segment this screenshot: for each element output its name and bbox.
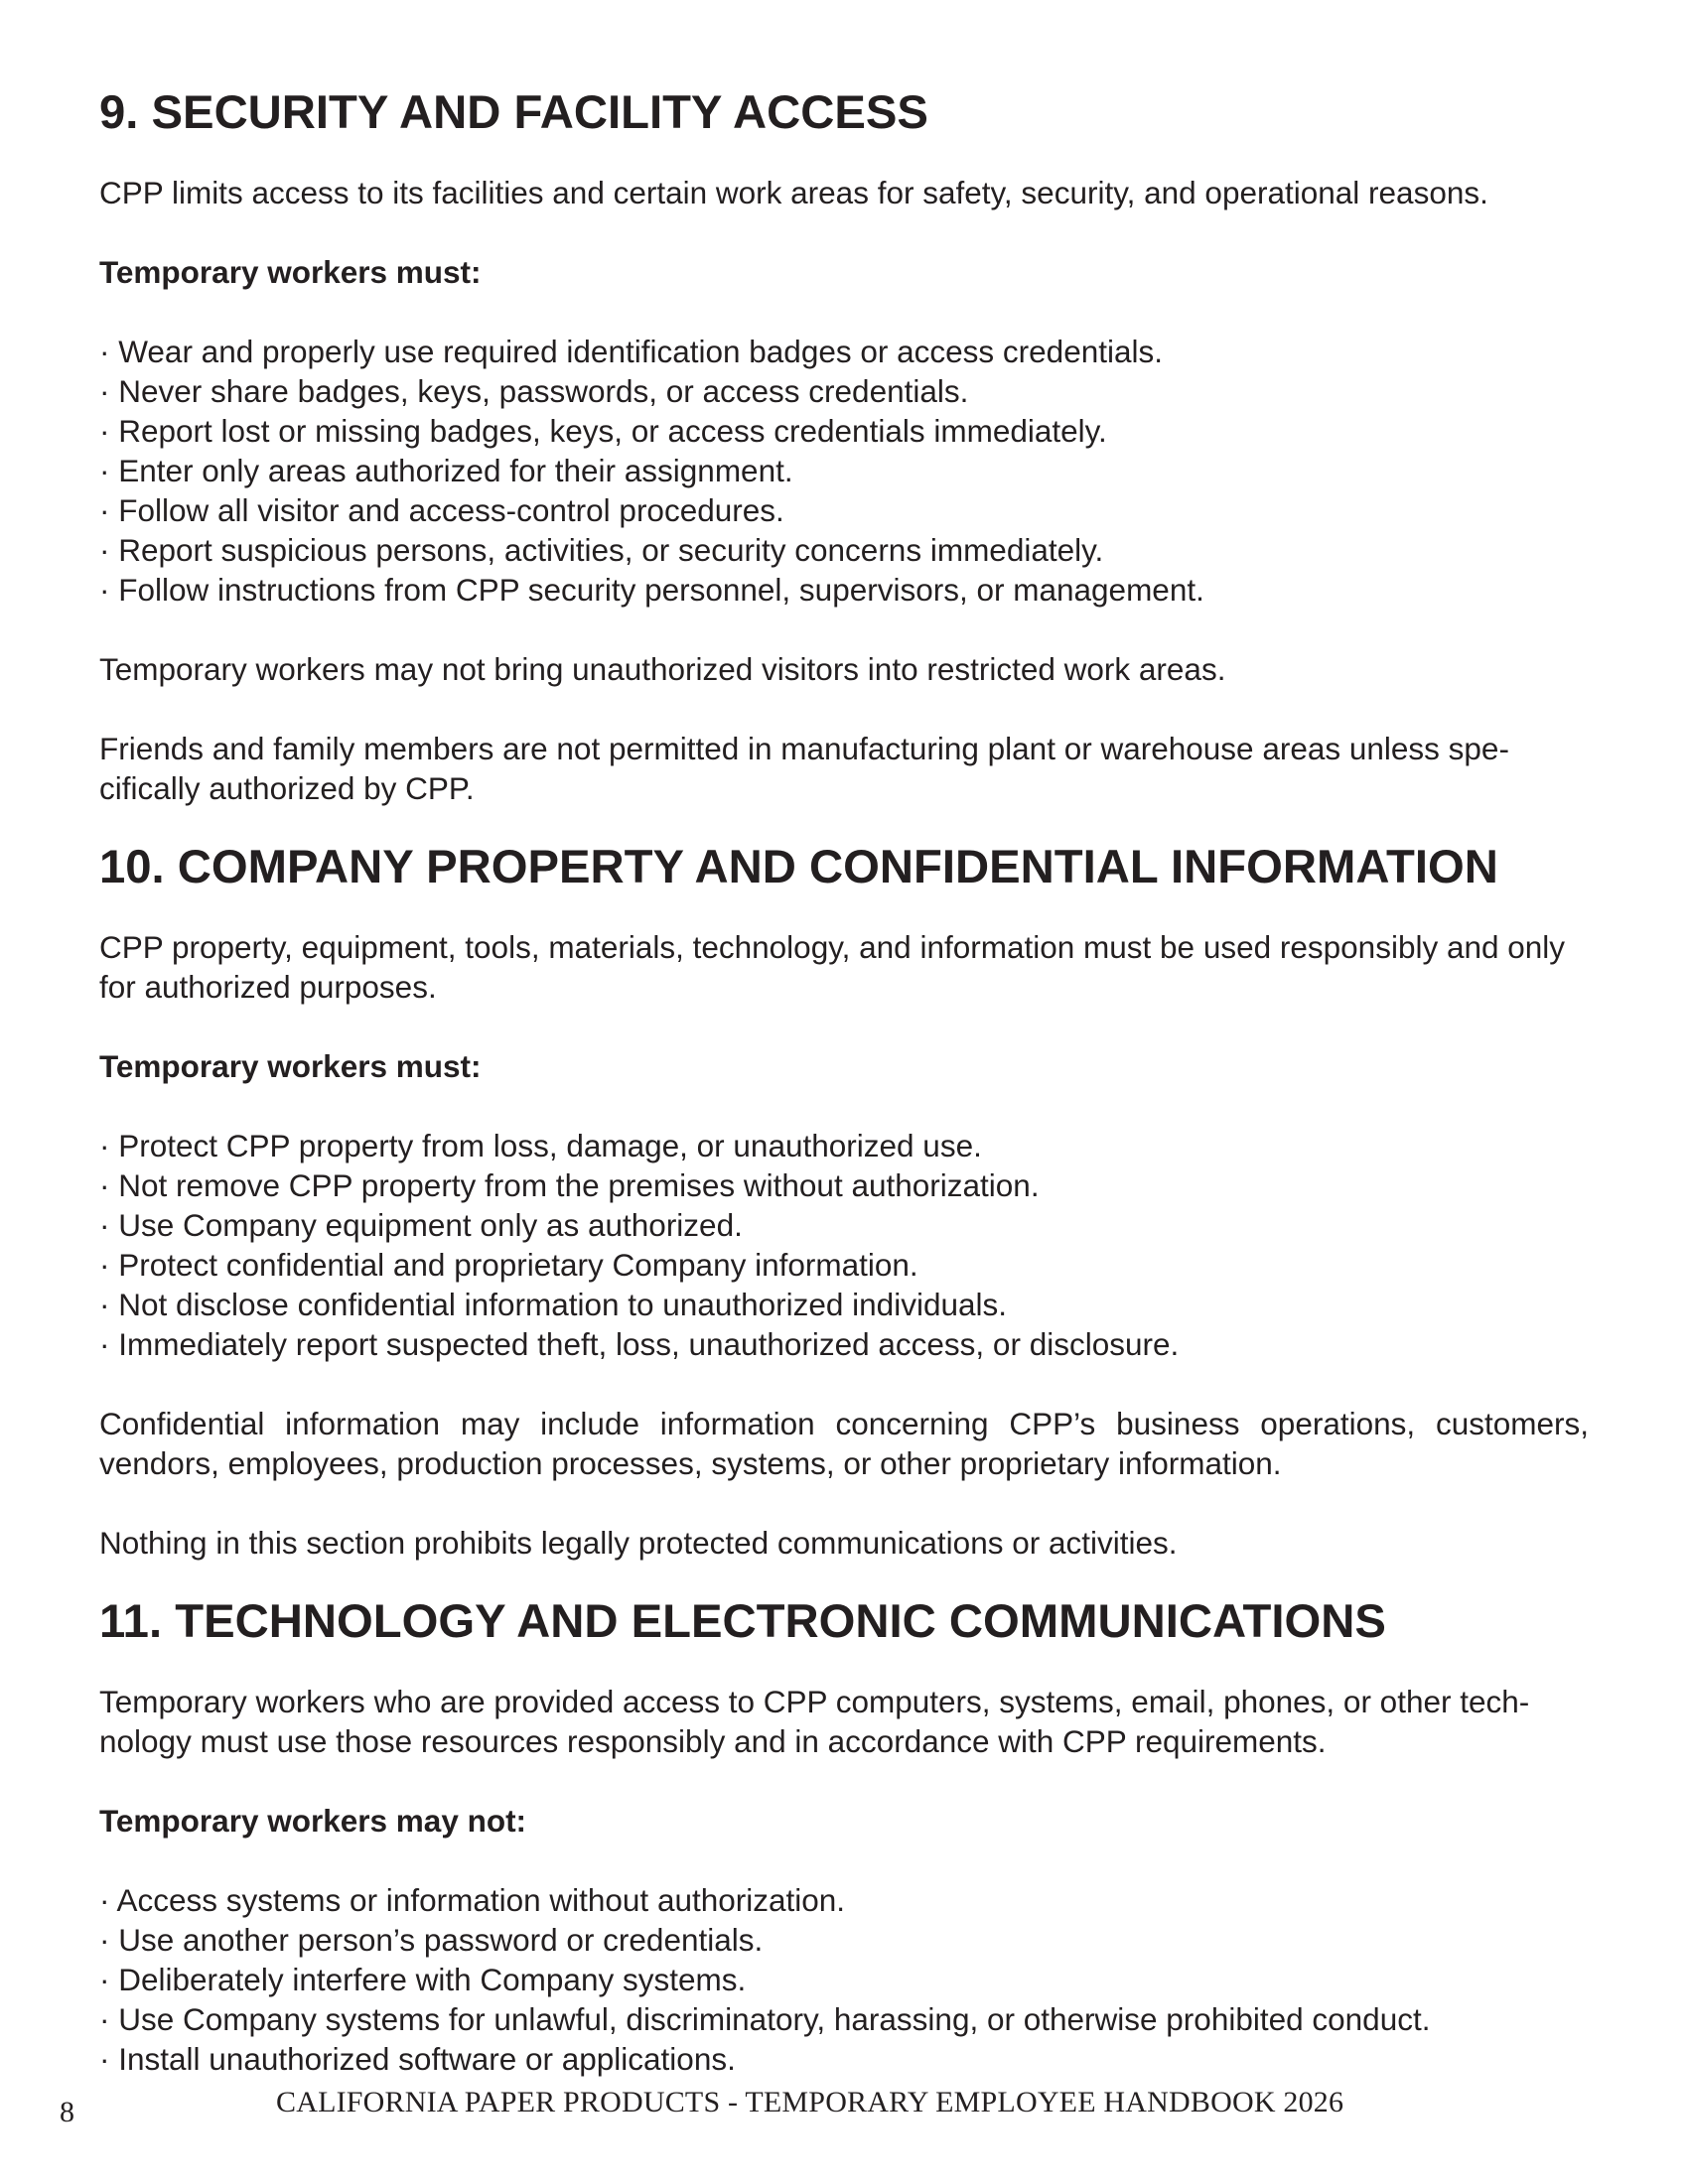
list-item: · Not disclose confidential information to unauthorized individuals.	[99, 1287, 1008, 1322]
section-9-list-title: Temporary workers must:	[99, 254, 482, 290]
list-item: · Access systems or information without authorization.	[99, 1882, 846, 1918]
list-item: · Wear and properly use required identification badges or access credentials.	[99, 334, 1163, 369]
section-10-confidential-paragraph: Confidential information may include information concerning CPP’s business operations, customers, vendors, employees, production processes, systems, or other proprietary information.	[99, 1406, 1589, 1481]
section-9-visitors-paragraph: Temporary workers may not bring unauthorized visitors into restricted work areas.	[99, 651, 1226, 687]
list-item: · Immediately report suspected theft, loss, unauthorized access, or disclosure.	[99, 1326, 1180, 1362]
list-item: · Use Company equipment only as authorized.	[99, 1207, 743, 1243]
section-10-list	[99, 1126, 1589, 1364]
section-11-list-title: Temporary workers may not:	[99, 1803, 527, 1839]
handbook-page-content	[99, 86, 1589, 2079]
list-item: · Follow all visitor and access-control procedures.	[99, 492, 784, 528]
section-9-family-paragraph: Friends and family members are not permitted in manufacturing plant or warehouse areas unless spe-cifically authorized by CPP.	[99, 731, 1509, 806]
list-item: · Report lost or missing badges, keys, or access credentials immediately.	[99, 413, 1107, 449]
section-10-heading: 10. COMPANY PROPERTY AND CONFIDENTIAL INFORMATION	[99, 841, 1498, 893]
page-number: 8	[60, 2096, 74, 2128]
list-item: · Use Company systems for unlawful, discriminatory, harassing, or otherwise prohibited conduct.	[99, 2001, 1431, 2037]
list-item: · Report suspicious persons, activities, or security concerns immediately.	[99, 532, 1104, 568]
list-item: · Enter only areas authorized for their assignment.	[99, 453, 793, 488]
list-item: · Install unauthorized software or applications.	[99, 2041, 736, 2077]
footer-title: CALIFORNIA PAPER PRODUCTS - TEMPORARY EMPLOYEE HANDBOOK 2026	[276, 2086, 1344, 2118]
section-10-intro: CPP property, equipment, tools, materials, technology, and information must be used responsibly and only for authorized purposes.	[99, 929, 1566, 1005]
section-11-heading: 11. TECHNOLOGY AND ELECTRONIC COMMUNICATIONS	[99, 1595, 1386, 1648]
section-10-list-title: Temporary workers must:	[99, 1048, 482, 1084]
list-item: · Never share badges, keys, passwords, or access credentials.	[99, 373, 969, 409]
section-9-intro: CPP limits access to its facilities and certain work areas for safety, security, and operational reasons.	[99, 175, 1488, 210]
section-11-list	[99, 1880, 1589, 2079]
list-item: · Protect CPP property from loss, damage, or unauthorized use.	[99, 1128, 982, 1163]
list-item: · Not remove CPP property from the premises without authorization.	[99, 1167, 1040, 1203]
list-item: · Deliberately interfere with Company systems.	[99, 1962, 747, 1997]
list-item: · Follow instructions from CPP security personnel, supervisors, or management.	[99, 572, 1204, 608]
section-9-list	[99, 332, 1589, 610]
section-10-protected-paragraph: Nothing in this section prohibits legally protected communications or activities.	[99, 1525, 1178, 1561]
list-item: · Protect confidential and proprietary Company information.	[99, 1247, 918, 1283]
list-item: · Use another person’s password or credentials.	[99, 1922, 764, 1958]
section-9-heading: 9. SECURITY AND FACILITY ACCESS	[99, 86, 928, 139]
section-11-intro: Temporary workers who are provided access to CPP computers, systems, email, phones, or other tech-nology must use those resources responsibly and in accordance with CPP requirements.	[99, 1684, 1530, 1759]
